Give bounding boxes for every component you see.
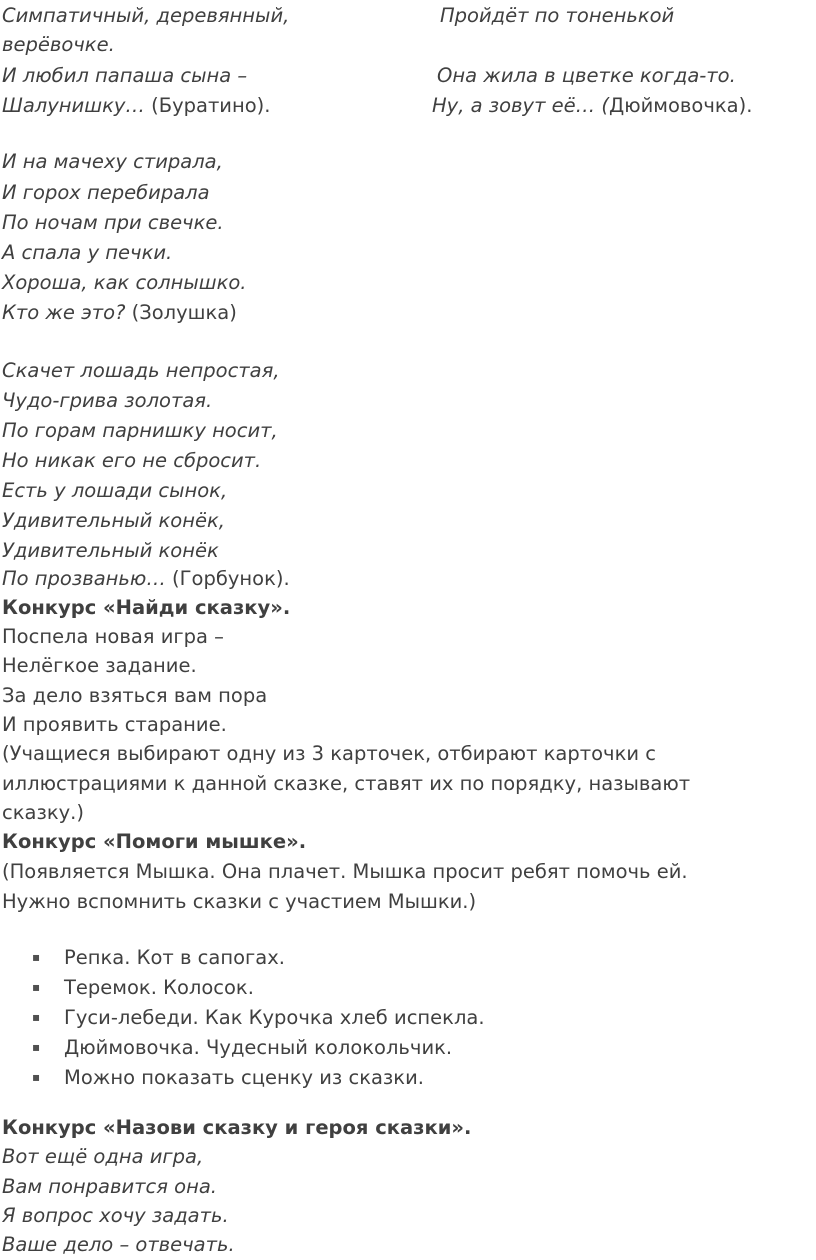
text-line: И проявить старание. [2,713,227,736]
bullet-icon: ▪ [32,1010,41,1024]
text-line: иллюстрациями к данной сказке, ставят их по порядку, называют [2,772,691,795]
riddle-line-with-answer [2,563,290,594]
text-line: Вам понравится она. [2,1175,217,1198]
section-heading: Конкурс «Найди сказку». [2,596,291,619]
text-line: Поспела новая игра – [2,625,224,648]
riddle-answer: (Золушка) [125,301,237,324]
section-heading: Конкурс «Назови сказку и героя сказки». [2,1116,472,1139]
riddle-text: Кто же это? [2,301,126,324]
riddle-line: А спала у печки. [2,241,173,264]
bullet-icon: ▪ [32,1070,41,1084]
riddle-line: И любил папаша сына – [2,64,248,87]
text-line: Вот ещё одна игра, [2,1145,204,1168]
list-item-text: Репка. Кот в сапогах. [64,946,285,969]
text-line: сказку.) [2,801,84,824]
list-item-text: Гуси-лебеди. Как Курочка хлеб испекла. [64,1006,485,1029]
text-line: Я вопрос хочу задать. [2,1204,229,1227]
text-line: (Учащиеся выбирают одну из 3 карточек, отбирают карточки с [2,742,656,765]
riddle-line-with-answer [2,90,270,121]
list-item [2,1002,802,1033]
riddle-line: Есть у лошади сынок, [2,479,228,502]
bullet-icon: ▪ [32,950,41,964]
riddle-line: верёвочке. [2,33,115,56]
text-line: Ваше дело – отвечать. [2,1233,235,1256]
riddle-line: Она жила в цветке когда-то. [437,64,736,87]
text-line: За дело взяться вам пора [2,684,268,707]
list-item-text: Дюймовочка. Чудесный колокольчик. [64,1036,453,1059]
riddle-line: Удивительный конёк, [2,509,225,532]
text-line: (Появляется Мышка. Она плачет. Мышка просит ребят помочь ей. [2,860,688,883]
list-item [2,1062,802,1093]
bullet-icon: ▪ [32,1040,41,1054]
text-line: Нужно вспомнить сказки с участием Мышки.) [2,890,477,913]
riddle-text: Ну, а зовут её… ( [432,94,609,117]
list-item [2,942,802,973]
riddle-line: По горам парнишку носит, [2,419,278,442]
riddle-answer: (Горбунок). [165,567,290,590]
riddle-line: Пройдёт по тоненькой [440,4,675,27]
riddle-line: Но никак его не сбросит. [2,449,262,472]
riddle-text: По прозванью… [2,567,166,590]
bullet-icon: ▪ [32,980,41,994]
riddle-line-with-answer [2,297,237,328]
list-item-text: Теремок. Колосок. [64,976,254,999]
text-line: Нелёгкое задание. [2,654,197,677]
list-item [2,1032,802,1063]
riddle-line: Скачет лошадь непростая, [2,359,280,382]
riddle-line: Удивительный конёк [2,539,219,562]
riddle-line: И на мачеху стирала, [2,150,223,173]
riddle-line: Хороша, как солнышко. [2,271,247,294]
riddle-text: Шалунишку… [2,94,145,117]
section-heading: Конкурс «Помоги мышке». [2,830,307,853]
riddle-line: Симпатичный, деревянный, [2,4,290,27]
list-item-text: Можно показать сценку из сказки. [64,1066,424,1089]
riddle-line: Чудо-грива золотая. [2,389,213,412]
riddle-answer: (Буратино). [144,94,271,117]
riddle-answer: Дюймовочка). [608,94,753,117]
riddle-line: По ночам при свечке. [2,211,224,234]
riddle-line: И горох перебирала [2,181,210,204]
list-item [2,972,802,1003]
riddle-line-with-answer [432,90,752,121]
